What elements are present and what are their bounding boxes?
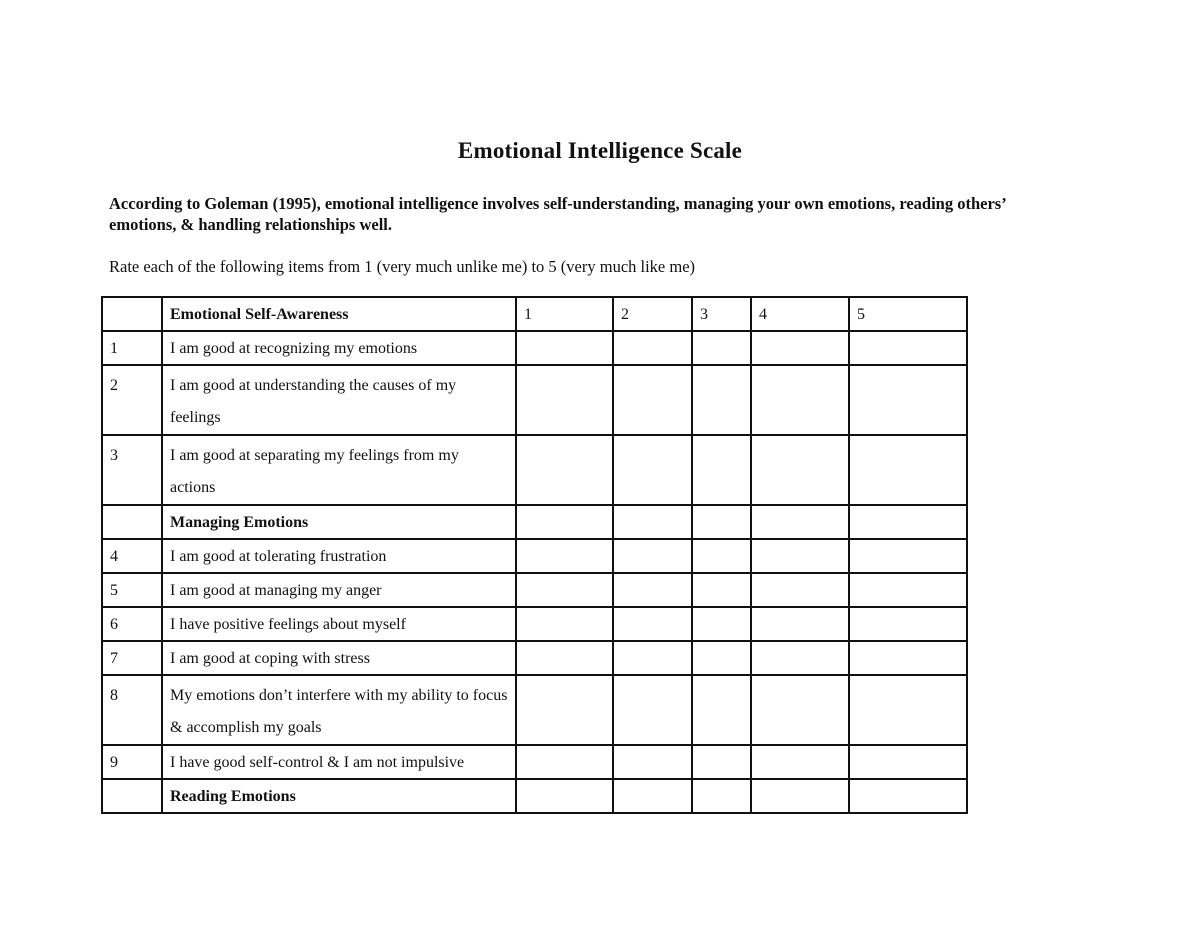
table-row — [102, 745, 967, 779]
rating-cell-4[interactable] — [751, 607, 849, 641]
rating-cell-5[interactable] — [849, 675, 967, 745]
rating-cell-1[interactable] — [516, 539, 613, 573]
rating-cell-5[interactable] — [849, 539, 967, 573]
rating-cell-2[interactable] — [613, 539, 692, 573]
table-row — [102, 331, 967, 365]
rating-cell-3[interactable] — [692, 745, 751, 779]
rating-cell-5[interactable] — [849, 331, 967, 365]
item-number: 1 — [102, 331, 162, 365]
rating-cell-1[interactable] — [516, 675, 613, 745]
number-cell — [102, 779, 162, 813]
rating-cell-3[interactable] — [692, 435, 751, 505]
table-row — [102, 607, 967, 641]
rating-cell-2[interactable] — [613, 573, 692, 607]
rating-cell-4[interactable] — [751, 331, 849, 365]
item-statement: I am good at recognizing my emotions — [162, 331, 516, 365]
rating-cell-1[interactable] — [516, 745, 613, 779]
rating-cell-2[interactable] — [613, 675, 692, 745]
section-heading: Reading Emotions — [162, 779, 516, 813]
table-row — [102, 539, 967, 573]
item-number: 4 — [102, 539, 162, 573]
item-statement: My emotions don’t interfere with my ability to focus & accomplish my goals — [162, 675, 516, 745]
rating-cell-4[interactable] — [751, 573, 849, 607]
table-row — [102, 435, 967, 505]
rating-cell-5[interactable] — [849, 573, 967, 607]
rating-cell-5[interactable] — [849, 641, 967, 675]
rating-cell-4[interactable] — [751, 641, 849, 675]
rating-cell-3[interactable] — [692, 539, 751, 573]
item-number: 2 — [102, 365, 162, 435]
rating-cell-1[interactable] — [516, 365, 613, 435]
rating-cell-3 — [692, 505, 751, 539]
page-title: Emotional Intelligence Scale — [457, 138, 743, 163]
rating-cell-4[interactable] — [751, 539, 849, 573]
rating-cell-1 — [516, 505, 613, 539]
table-row — [102, 573, 967, 607]
rating-cell-1[interactable] — [516, 573, 613, 607]
table-row — [102, 365, 967, 435]
rating-header: 1 — [516, 297, 613, 331]
rating-cell-4 — [751, 779, 849, 813]
rating-cell-1[interactable] — [516, 607, 613, 641]
item-number: 7 — [102, 641, 162, 675]
section-row — [102, 505, 967, 539]
rating-cell-3[interactable] — [692, 675, 751, 745]
rating-header: 2 — [613, 297, 692, 331]
item-statement: I have good self-control & I am not impulsive — [162, 745, 516, 779]
number-cell — [102, 505, 162, 539]
intro-paragraph: According to Goleman (1995), emotional intelligence involves self-understanding, managing your own emotions, reading others’ emotions, & handling relationships well. — [109, 194, 1006, 234]
rating-cell-4 — [751, 505, 849, 539]
section-heading: Managing Emotions — [162, 505, 516, 539]
rating-cell-1[interactable] — [516, 331, 613, 365]
rating-cell-3 — [692, 779, 751, 813]
rating-cell-1[interactable] — [516, 435, 613, 505]
rating-cell-5[interactable] — [849, 365, 967, 435]
rating-cell-3[interactable] — [692, 365, 751, 435]
item-number: 3 — [102, 435, 162, 505]
rating-instruction: Rate each of the following items from 1 (very much unlike me) to 5 (very much like me) — [109, 257, 696, 276]
item-statement: I have positive feelings about myself — [162, 607, 516, 641]
rating-cell-1 — [516, 779, 613, 813]
rating-cell-2 — [613, 505, 692, 539]
rating-cell-3[interactable] — [692, 641, 751, 675]
rating-header: 3 — [692, 297, 751, 331]
rating-cell-2[interactable] — [613, 365, 692, 435]
rating-cell-4[interactable] — [751, 675, 849, 745]
item-number: 8 — [102, 675, 162, 745]
rating-cell-3[interactable] — [692, 607, 751, 641]
section-row — [102, 779, 967, 813]
rating-cell-5[interactable] — [849, 435, 967, 505]
item-statement: I am good at managing my anger — [162, 573, 516, 607]
rating-cell-3[interactable] — [692, 331, 751, 365]
item-statement: I am good at understanding the causes of my feelings — [162, 365, 516, 435]
rating-header: 4 — [751, 297, 849, 331]
rating-cell-2[interactable] — [613, 745, 692, 779]
rating-cell-2[interactable] — [613, 435, 692, 505]
rating-cell-5 — [849, 505, 967, 539]
table-header-row — [102, 297, 967, 331]
rating-cell-4[interactable] — [751, 435, 849, 505]
item-statement: I am good at separating my feelings from my actions — [162, 435, 516, 505]
item-number: 6 — [102, 607, 162, 641]
rating-header: 5 — [849, 297, 967, 331]
rating-cell-1[interactable] — [516, 641, 613, 675]
rating-cell-2 — [613, 779, 692, 813]
table-row — [102, 641, 967, 675]
rating-cell-2[interactable] — [613, 607, 692, 641]
rating-cell-5 — [849, 779, 967, 813]
section-heading: Emotional Self-Awareness — [162, 297, 516, 331]
table-row — [102, 675, 967, 745]
rating-cell-5[interactable] — [849, 607, 967, 641]
item-statement: I am good at tolerating frustration — [162, 539, 516, 573]
item-number: 5 — [102, 573, 162, 607]
rating-cell-4[interactable] — [751, 745, 849, 779]
rating-cell-2[interactable] — [613, 331, 692, 365]
rating-cell-5[interactable] — [849, 745, 967, 779]
number-cell — [102, 297, 162, 331]
rating-cell-4[interactable] — [751, 365, 849, 435]
rating-table — [101, 296, 968, 814]
item-statement: I am good at coping with stress — [162, 641, 516, 675]
rating-cell-2[interactable] — [613, 641, 692, 675]
rating-cell-3[interactable] — [692, 573, 751, 607]
item-number: 9 — [102, 745, 162, 779]
